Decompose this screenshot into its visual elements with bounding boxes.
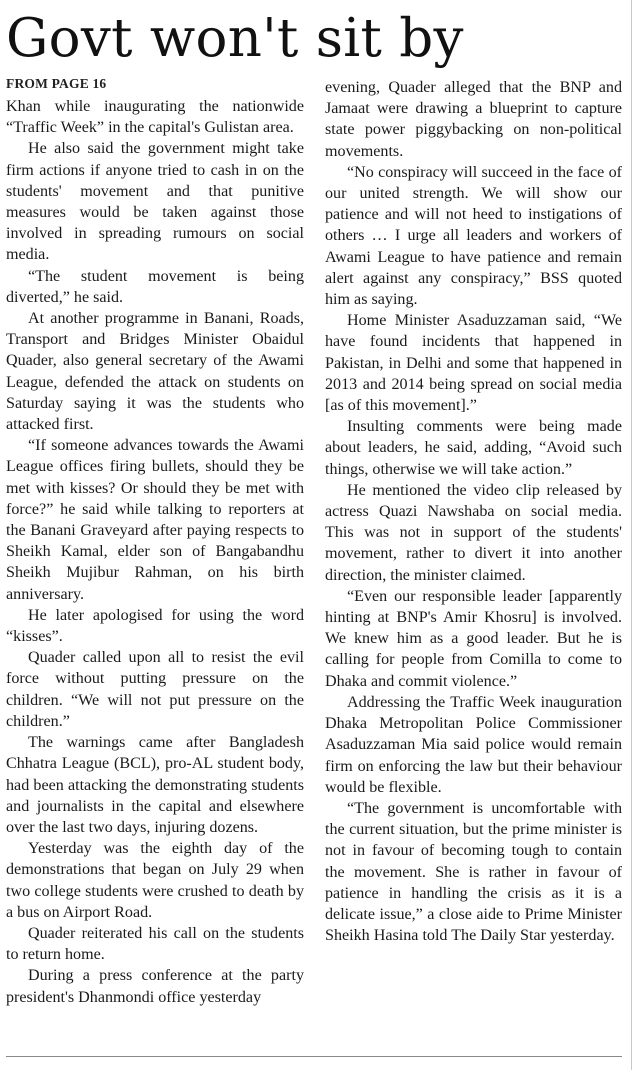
column-divider-right bbox=[631, 0, 632, 1070]
paragraph: “Even our responsible leader [apparently hinting at BNP's Amir Khosru] is involved. We knew him as a good leader. But he is calling for people from Comilla to come to Dhaka and commit violence.” bbox=[325, 587, 622, 690]
paragraph: He mentioned the video clip released by actress Quazi Nawshaba on social media. This was not in support of the students' movement, rather to divert it into another direction, the minister claimed. bbox=[325, 481, 622, 584]
continuation-kicker: FROM PAGE 16 bbox=[6, 76, 107, 91]
paragraph: “No conspiracy will succeed in the face of our united strength. We will show our patience and will not heed to instigations of others … I urge all leaders and workers of Awami League to have patience and remain alert against any conspiracy,” BSS quoted him as saying. bbox=[325, 163, 622, 309]
paragraph: “The government is uncomfortable with the current situation, but the prime minister is not in favour of becoming tough to contain the movement. She is rather in favour of patience in handling the crisis as it is a delicate issue,” a close aide to Prime Minister Sheikh Hasina told The Daily Star yesterday. bbox=[325, 799, 622, 945]
headline: Govt won't sit by bbox=[6, 8, 464, 69]
paragraph: The warnings came after Bangladesh Chhatra League (BCL), pro-AL student body, had been attacking the demonstrating students and journalists in the capital and elsewhere over the last two days, injuring dozens. bbox=[6, 734, 304, 836]
paragraph: At another programme in Banani, Roads, Transport and Bridges Minister Obaidul Quader, also general secretary of the Awami League, defended the attack on students on Saturday saying it was the students who attacked first. bbox=[6, 310, 304, 434]
paragraph: Quader called upon all to resist the evil force without putting pressure on the children. “We will not put pressure on the children.” bbox=[6, 649, 304, 730]
paragraph: Quader reiterated his call on the students to return home. bbox=[6, 924, 304, 964]
paragraph: He also said the government might take firm actions if anyone tried to cash in on the students' movement and that punitive measures would be taken against those involved in spreading rumours on social media. bbox=[6, 140, 304, 264]
paragraph: Addressing the Traffic Week inauguration Dhaka Metropolitan Police Commissioner Asaduzzaman Mia said police would remain firm on enforcing the law but their behaviour would be flexible. bbox=[325, 693, 622, 796]
paragraph: “The student movement is being diverted,” he said. bbox=[6, 267, 304, 306]
paragraph: Home Minister Asaduzzaman said, “We have found incidents that happened in Pakistan, in Delhi and some that happened in 2013 and 2014 being spread on social media [as of this movement].” bbox=[325, 312, 622, 415]
paragraph: evening, Quader alleged that the BNP and Jamaat were drawing a blueprint to capture state power piggybacking on non-political movements. bbox=[325, 79, 622, 160]
paragraph: Yesterday was the eighth day of the demonstrations that began on July 29 when two college students were crushed to death by a bus on Airport Road. bbox=[6, 840, 304, 921]
paragraph: “If someone advances towards the Awami League offices firing bullets, should they be met with kisses? Or should they be met with force?” he said while talking to reporters at the Banani Graveyard after paying respects to Sheikh Kamal, elder son of Bangabandhu Sheikh Mujibur Rahman, on his birth anniversary. bbox=[6, 437, 304, 603]
paragraph: He later apologised for using the word “kisses”. bbox=[6, 606, 304, 646]
article-column-right bbox=[325, 77, 622, 946]
bottom-rule bbox=[6, 1056, 622, 1057]
paragraph: During a press conference at the party president's Dhanmondi office yesterday bbox=[6, 967, 304, 1006]
paragraph: Insulting comments were being made about leaders, he said, adding, “Avoid such things, otherwise we will take action.” bbox=[325, 418, 622, 478]
article-column-left bbox=[6, 96, 304, 1008]
paragraph: Khan while inaugurating the nationwide “Traffic Week” in the capital's Gulistan area. bbox=[6, 98, 304, 137]
